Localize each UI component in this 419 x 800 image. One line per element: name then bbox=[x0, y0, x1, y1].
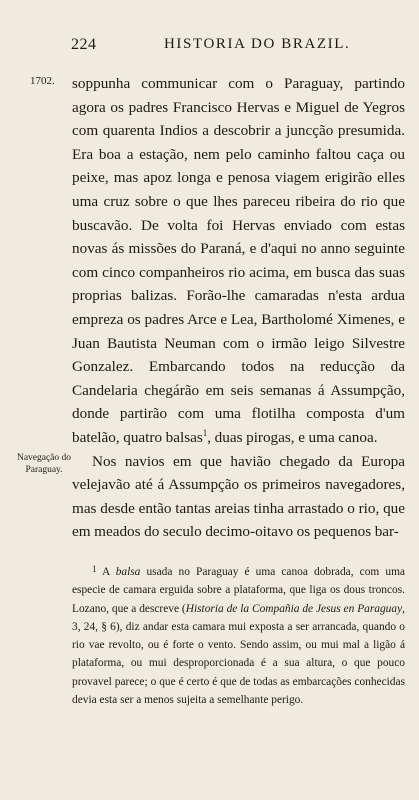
footnote bbox=[72, 560, 405, 709]
running-title: HISTORIA DO BRAZIL. bbox=[164, 36, 351, 52]
page-header bbox=[0, 36, 419, 56]
footnote-text: usada no Paraguay é uma canoa dobrada, com uma especie de camara erguida sobre a plataforma, que liga os dous troncos. Lozano, que a descreve ( bbox=[72, 566, 405, 615]
main-text bbox=[72, 72, 405, 544]
margin-note: Navegação do Paraguay. bbox=[16, 453, 72, 475]
footnote-text: , 3, 24, § 6), diz andar esta camara mui exposta a ser arrancada, quando o rio vae revolto, ou é forte o vento. Sendo assim, ou mui mal a ligão á plataforma, ou mui desproporcionada é a sua altura, o que pouco provavel parece; o que é certo é que de todas as embarcações conhecidas devia esta ser a menos sujeita a semelhante perigo. bbox=[72, 602, 405, 707]
footnote-text: A bbox=[101, 566, 116, 578]
paragraph-text: soppunha communicar com o Paraguay, partindo agora os padres Francisco Hervas e Miguel de Yegros com quarenta Indios a descobrir a juncção presumida. Era boa a estação, nem pelo caminho faltou caça ou peixe, mas apoz longa e penosa viagem erigirão elles uma cruz sobre o que lhes pareceu ribeira do rio que buscavão. De volta foi Hervas enviado com estas novas ás missões do Paraná, e d'aqui no anno seguinte com cinco companheiros rio acima, em busca das suas proprias balizas. Forão-lhe camaradas n'esta ardua empreza os padres Arce e Lea, Bartholomé Ximenes, e Juan Bautista Neuman com o irmão leigo Silvestre Gonzalez. Embarcando todos na reducção da Candelaria chegárão em seis semanas á Assumpção, donde partirão com uma flotilha composta d'um batelão, quatro balsas bbox=[72, 75, 405, 446]
footnote-mark: 1 bbox=[92, 564, 97, 574]
paragraph bbox=[72, 72, 405, 450]
paragraph-text-end: , duas pirogas, e uma canoa. bbox=[207, 428, 378, 446]
footnote-term: balsa bbox=[115, 566, 141, 578]
page-number: 224 bbox=[71, 36, 97, 53]
footnote-reference: 1 bbox=[202, 427, 208, 438]
margin-year: 1702. bbox=[30, 75, 55, 87]
footnote-work-title: Historia de la Compañia de Jesus en Paraguay bbox=[185, 602, 403, 615]
paragraph: Nos navios em que havião chegado da Europa velejavão até á Assumpção os primeiros navegadores, mas desde então tantas areias tinha arrastado o rio, que em meados do seculo decimo-oitavo os pequenos bar- bbox=[72, 452, 405, 541]
